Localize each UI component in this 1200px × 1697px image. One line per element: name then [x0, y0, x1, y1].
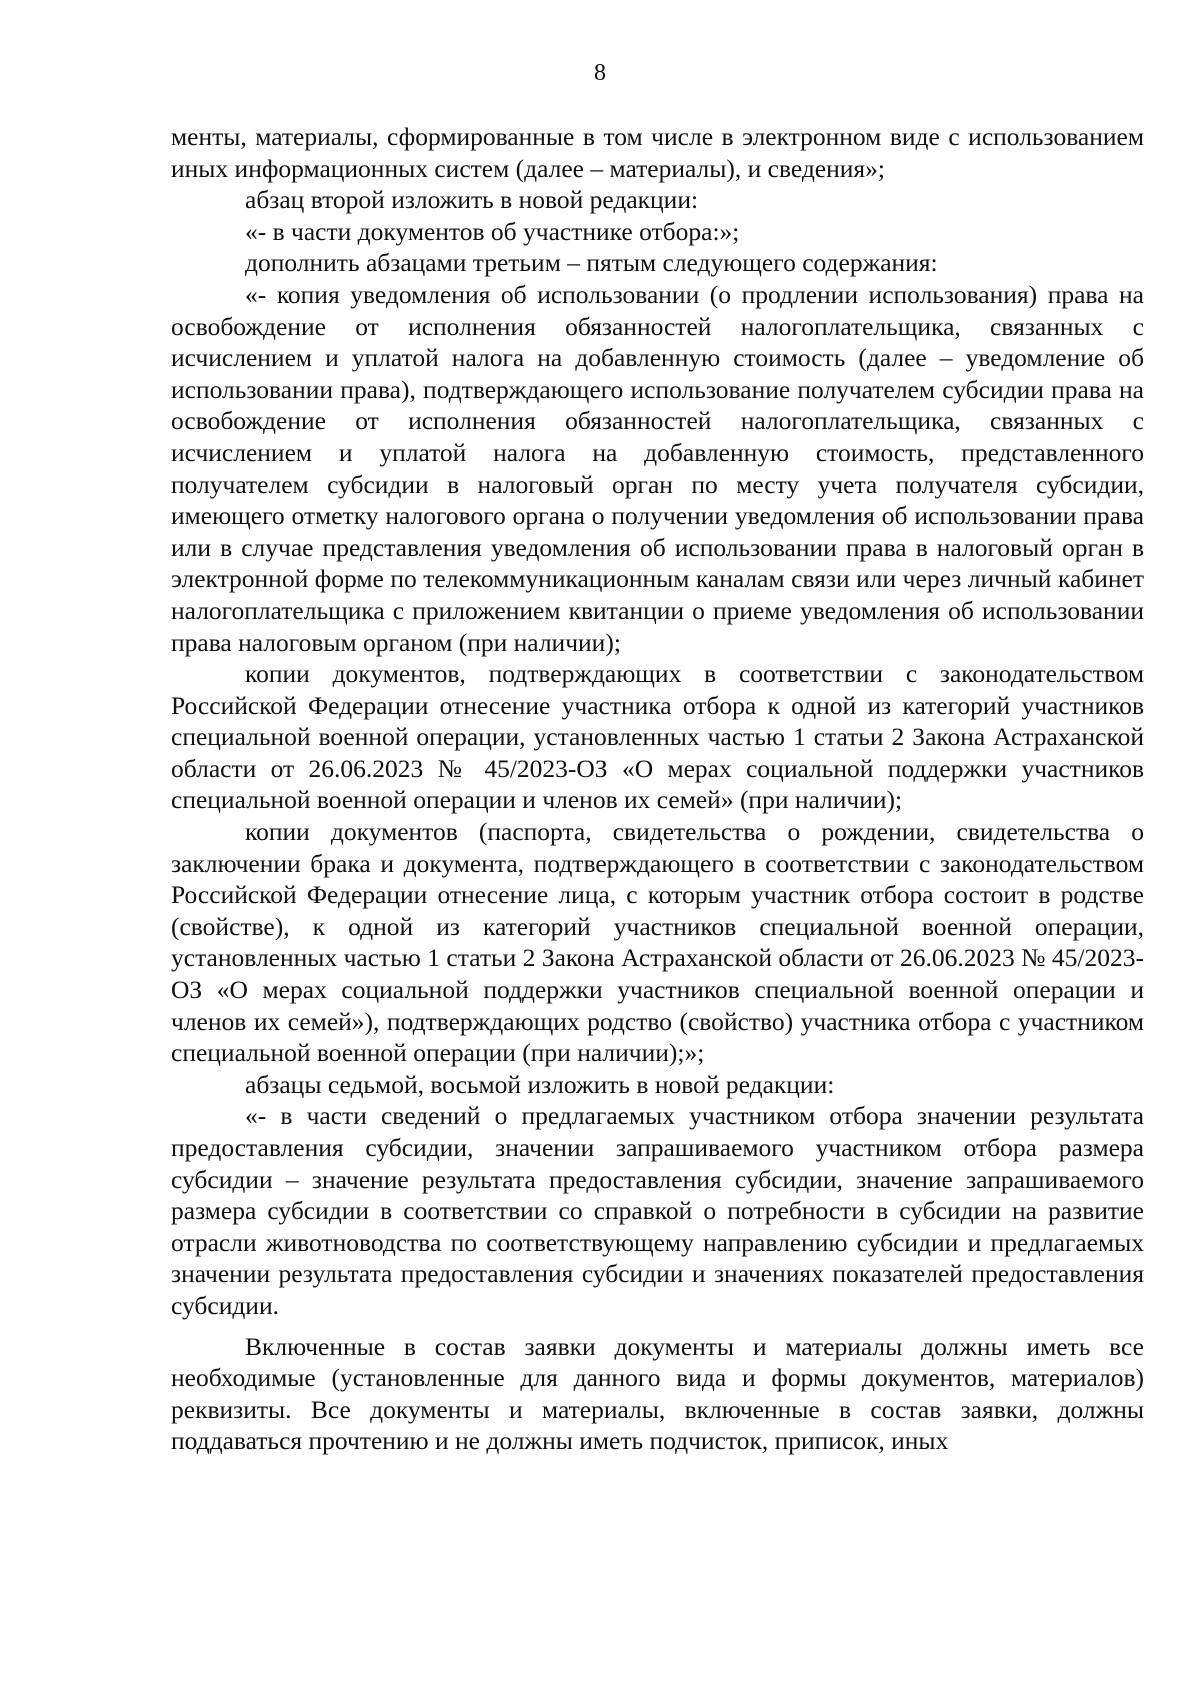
paragraph-svo-participant-documents: копии документов, подтверждающих в соответствии с законодательством Российской Федерации отнесение участника отбора к одной из категорий участников специальной военной операции, установленных частью 1 статьи 2 Закона Астраханской области от 26.06.2023 № 45/2023-ОЗ «О мерах социальной поддержки участников специальной военной операции и членов их семей» (при наличии); — [171, 659, 1144, 815]
paragraph-kinship-documents: копии документов (паспорта, свидетельства о рождении, свидетельства о заключении брака и документа, подтверждающего в соответствии с законодательством Российской Федерации отнесение лица, с которым участник отбора состоит в родстве (свойстве), к одной из категорий участников специальной военной операции, установленных частью 1 статьи 2 Закона Астраханской области от 26.06.2023 № 45/2023-ОЗ «О мерах социальной поддержки участников специальной военной операции и членов их семей»), подтверждающих родство (свойство) участника отбора с участником специальной военной операции (при наличии);»; — [171, 817, 1144, 1068]
paragraph-continuation: менты, материалы, сформированные в том числе в электронном виде с использованием иных информационных систем (далее – материалы), и сведения»; — [171, 122, 1144, 183]
document-body — [171, 121, 1144, 1457]
paragraph-participant-documents: «- в части документов об участнике отбора:»; — [245, 216, 740, 246]
paragraph-second-abzac-instruction: абзац второй изложить в новой редакции: — [245, 185, 699, 215]
paragraph-supplement-instruction: дополнить абзацами третьим – пятым следующего содержания: — [245, 248, 938, 278]
page-number: 8 — [594, 60, 606, 86]
paragraph-seventh-eighth-instruction: абзацы седьмой, восьмой изложить в новой редакции: — [245, 1069, 835, 1099]
paragraph-application-requirements: Включенные в состав заявки документы и материалы должны иметь все необходимые (установленные для данного вида и формы документов, материалов) реквизиты. Все документы и материалы, включенные в состав заявки, должны поддаваться прочтению и не должны иметь подчисток, приписок, иных — [171, 1331, 1144, 1456]
paragraph-subsidy-result-values: «- в части сведений о предлагаемых участником отбора значении результата предоставления субсидии, значении запрашиваемого участником отбора размера субсидии – значение результата предоставления субсидии, значение запрашиваемого размера субсидии в соответствии со справкой о потребности в субсидии на развитие отрасли животноводства по соответствующему направлению субсидии и предлагаемых значении результата предоставления субсидии и значениях показателей предоставления субсидии. — [171, 1101, 1144, 1320]
paragraph-vat-notification: «- копия уведомления об использовании (о продлении использования) права на освобождение от исполнения обязанностей налогоплательщика, связанных с исчислением и уплатой налога на добавленную стоимость (далее – уведомление об использовании права), подтверждающего использование получателем субсидии права на освобождение от исполнения обязанностей налогоплательщика, связанных с исчислением и уплатой налога на добавленную стоимость, представленного получателем субсидии в налоговый орган по месту учета получателя субсидии, имеющего отметку налогового органа о получении уведомления об использовании права или в случае представления уведомления об использовании права в налоговый орган в электронной форме по телекоммуникационным каналам связи или через личный кабинет налогоплательщика с приложением квитанции о приеме уведомления об использовании права налоговым органом (при наличии); — [171, 279, 1144, 657]
